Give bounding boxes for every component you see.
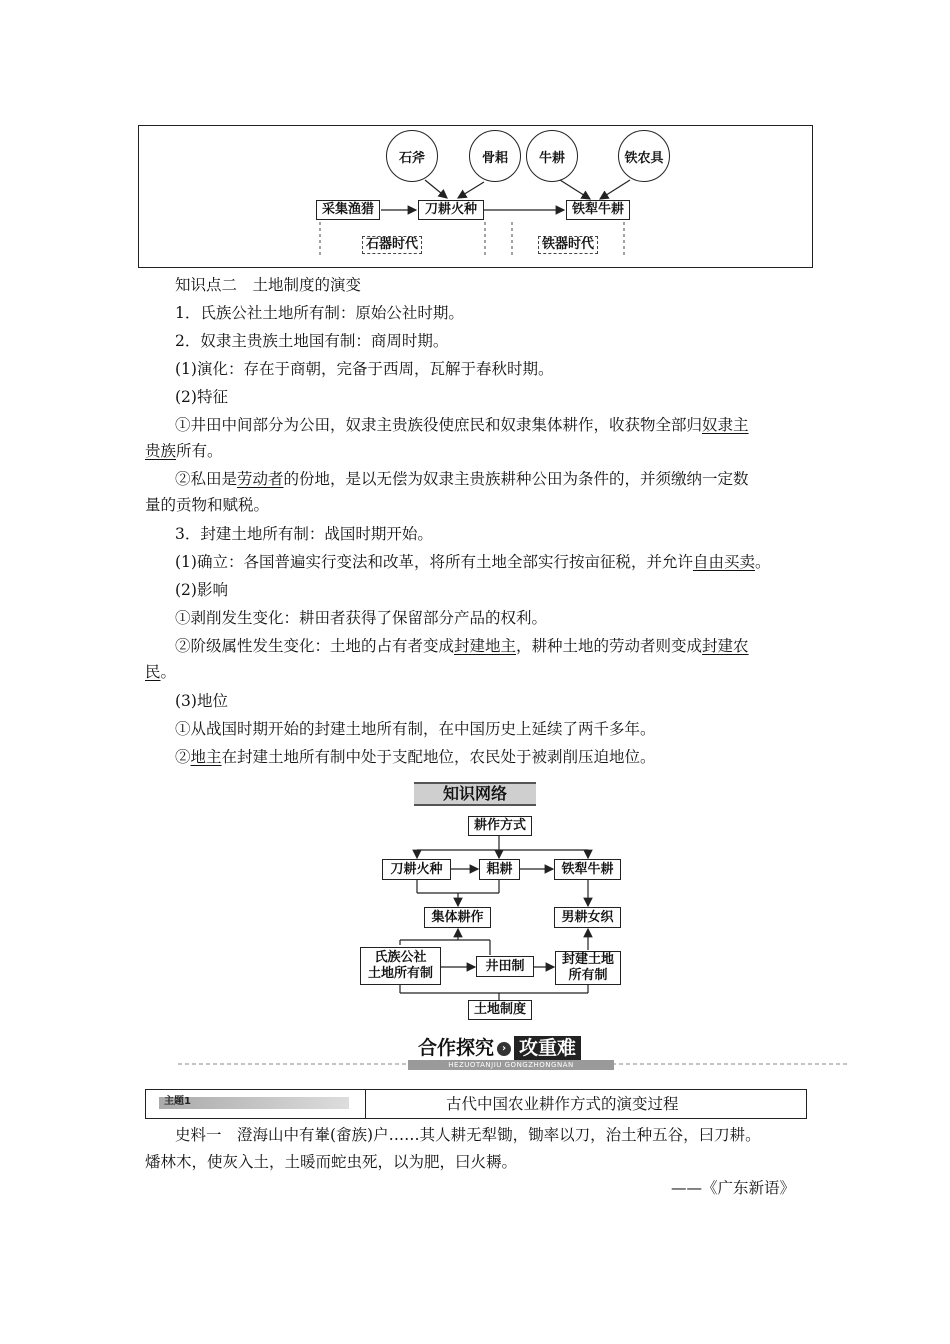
- paragraph: 1．氏族公社土地所有制：原始公社时期。: [175, 304, 464, 322]
- slash-burn-box: [382, 859, 451, 880]
- text-run: ②阶级属性发生变化：土地的占有者变成: [175, 637, 455, 655]
- box-label: 土地所有制: [367, 966, 433, 981]
- banner-label: 知识网络: [442, 784, 507, 803]
- box-label: 耕作方式: [473, 818, 526, 833]
- paragraph: 3．封建土地所有制：战国时期开始。: [175, 525, 433, 543]
- source-line: 史料一 澄海山中有輋(畲族)户……其人耕无犁锄，锄率以刀，治土种五谷，曰刀耕。: [175, 1126, 761, 1144]
- box-label: 氏族公社: [374, 950, 427, 965]
- paragraph: 量的贡物和赋税。: [145, 496, 270, 514]
- underlined-answer: 自由买卖: [692, 553, 755, 571]
- underlined-answer: 封建地主: [454, 637, 517, 655]
- topic-table: [145, 1089, 807, 1119]
- box-label: 铁犁牛耕: [561, 861, 614, 877]
- text-run: ②私田是: [175, 470, 238, 488]
- male-farming-female-weaving-box: [554, 907, 621, 928]
- underlined-answer: 民: [145, 663, 161, 681]
- feudal-land-box: [555, 951, 621, 985]
- text-run: ②: [175, 748, 191, 766]
- topic-tag-cell: [146, 1090, 366, 1118]
- paragraph: (3)地位: [175, 692, 228, 710]
- slash-burn-box: [418, 200, 484, 220]
- underlined-answer: 劳动者: [237, 470, 284, 488]
- text-run: 。: [754, 553, 771, 571]
- source-line: 燔林木，使灰入土，土暖而蛇虫死，以为肥，曰火耨。: [145, 1153, 518, 1171]
- paragraph: ①从战国时期开始的封建土地所有制，在中国历史上延续了两千多年。: [175, 720, 656, 738]
- cooperative-inquiry-title: [418, 1036, 608, 1060]
- circle-label: 石斧: [398, 150, 425, 166]
- text-run: ①井田中间部分为公田，奴隶主贵族役使庶民和奴隶集体耕作，收获物全部归: [175, 416, 703, 434]
- bone-spade-circle: [469, 130, 521, 182]
- arrow-circle-icon: ›: [497, 1042, 511, 1056]
- clan-commune-land-box: [360, 947, 441, 985]
- paragraph: [175, 414, 749, 436]
- spade-farming-box: [479, 859, 520, 880]
- paragraph: [175, 635, 749, 657]
- paragraph: (2)影响: [175, 581, 228, 599]
- text-run: (1)确立：各国普遍实行变法和改革，将所有土地全部实行按亩征税，并允许: [175, 553, 693, 571]
- text-run: 所有。: [176, 442, 223, 460]
- box-label: 耜耕: [486, 861, 513, 877]
- well-field-box: [476, 956, 534, 977]
- paragraph: [145, 661, 176, 683]
- farming-methods-box: [468, 816, 532, 836]
- stone-axe-circle: [386, 130, 438, 182]
- paragraph: (1)演化：存在于商朝，完备于西周，瓦解于春秋时期。: [175, 360, 554, 378]
- iron-ox-box: [566, 200, 630, 220]
- underlined-answer: 奴隶主: [702, 416, 749, 434]
- text-run: ，耕种土地的劳动者则变成: [516, 637, 703, 655]
- iron-ox-plough-box: [554, 859, 621, 880]
- box-label: 铁犁牛耕: [571, 202, 624, 217]
- circle-label: 牛耕: [538, 150, 565, 166]
- text-run: 。: [160, 663, 177, 681]
- paragraph: ①剥削发生变化：耕田者获得了保留部分产品的权利。: [175, 609, 548, 627]
- paragraph: [175, 468, 749, 490]
- stone-age-label: 石器时代: [362, 236, 422, 254]
- gathering-box: [316, 200, 380, 220]
- circle-label: 骨耜: [481, 150, 508, 166]
- paragraph: [145, 440, 223, 462]
- paragraph: [175, 746, 656, 768]
- box-label: 刀耕火种: [390, 861, 443, 877]
- paragraph: 2．奴隶主贵族土地国有制：商周时期。: [175, 332, 449, 350]
- pinyin-strip: HEZUOTANJIU GONGZHONGNAN: [408, 1060, 614, 1070]
- title-part-a: 合作探究: [418, 1037, 495, 1059]
- ox-plough-circle: [526, 130, 578, 182]
- box-label: 男耕女织: [561, 909, 614, 925]
- paragraph: (2)特征: [175, 388, 228, 406]
- text-run: 在封建土地所有制中处于支配地位，农民处于被剥削压迫地位。: [221, 748, 656, 766]
- underlined-answer: 封建农: [702, 637, 749, 655]
- box-label: 刀耕火种: [424, 202, 477, 217]
- section-heading: 知识点二 土地制度的演变: [175, 276, 362, 294]
- underlined-answer: 贵族: [145, 442, 177, 460]
- collective-farming-box: [424, 907, 491, 928]
- box-label: 采集渔猎: [321, 202, 374, 217]
- source-citation: ——《广东新语》: [671, 1179, 796, 1197]
- land-system-box: [468, 1000, 532, 1020]
- circle-label: 铁农具: [624, 150, 664, 166]
- underlined-answer: 地主: [190, 748, 222, 766]
- topic-tag: 主题1: [164, 1096, 191, 1107]
- box-label: 集体耕作: [431, 909, 484, 925]
- box-label: 所有制: [568, 968, 608, 983]
- title-part-b: 攻重难: [514, 1036, 581, 1060]
- topic-title: 古代中国农业耕作方式的演变过程: [446, 1095, 679, 1113]
- box-label: 土地制度: [473, 1002, 526, 1017]
- iron-tools-circle: [618, 130, 670, 182]
- knowledge-network-banner: [414, 782, 536, 806]
- box-label: 井田制: [485, 958, 525, 974]
- box-label: 封建土地: [561, 952, 614, 967]
- paragraph: [175, 551, 771, 573]
- iron-age-label: 铁器时代: [538, 236, 598, 254]
- text-run: 的份地，是以无偿为奴隶主贵族耕种公田为条件的，并须缴纳一定数: [283, 470, 749, 488]
